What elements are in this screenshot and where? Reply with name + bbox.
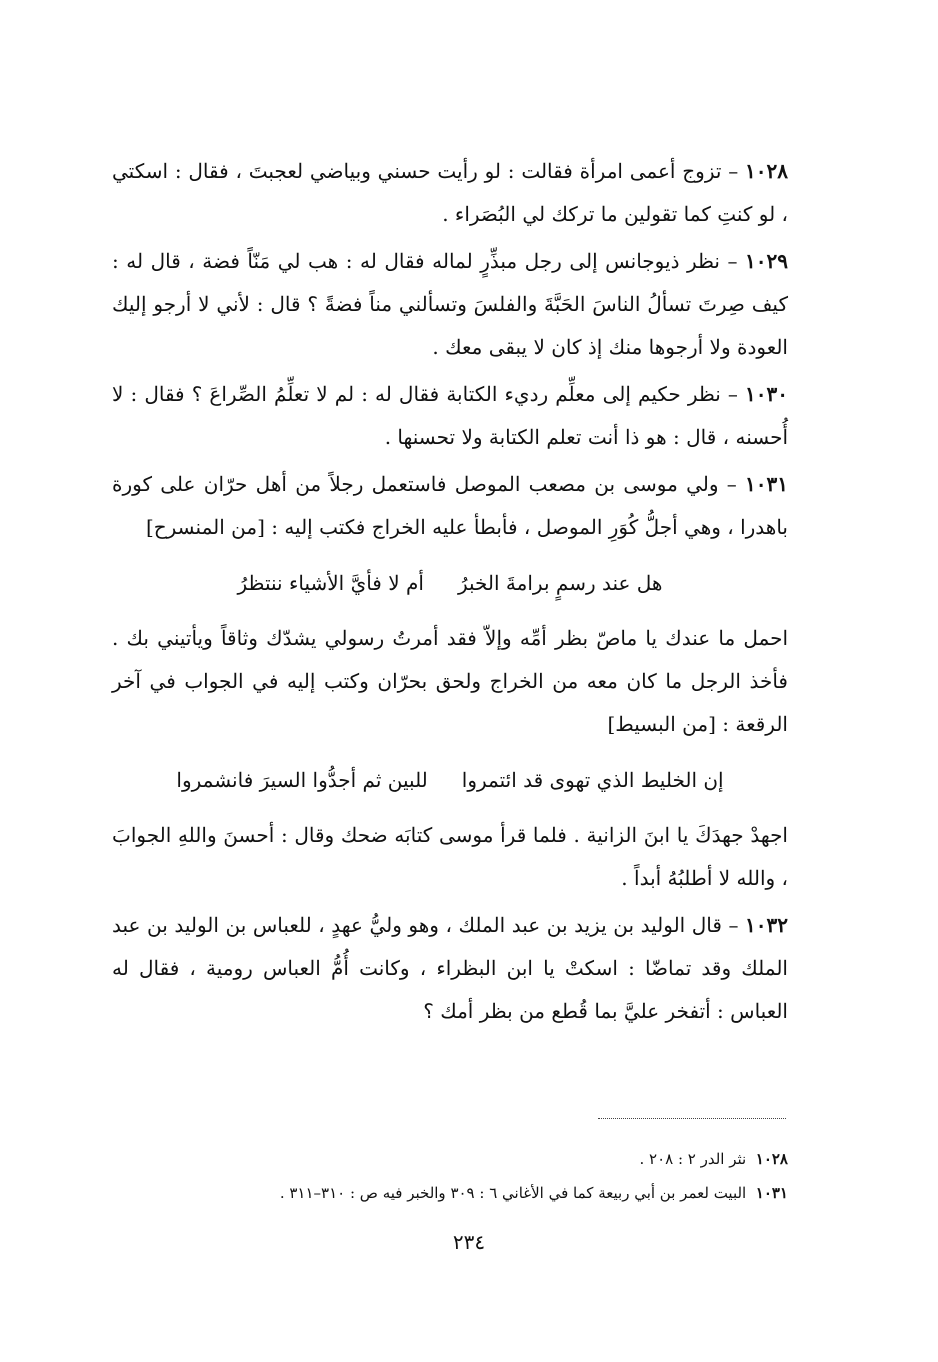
- footnotes: [112, 1142, 788, 1210]
- verse-first-hemistich: هل عند رسمٍ برامةَ الخبرُ: [457, 571, 663, 595]
- entry-text: – ولي موسى بن مصعب الموصل فاستعمل رجلاً من أهل حرّان على كورة باهدرا ، وهي أجلُّ كُوَرِ الموصل ، فأبطأ عليه الخراج فكتب إليه : [من المنسرح]: [112, 472, 788, 539]
- verse-second-hemistich: للبين ثم أجدُّوا السيرَ فانشمروا: [176, 768, 428, 792]
- verse-first-hemistich: إن الخليط الذي تهوى قد ائتمروا: [461, 768, 724, 792]
- entry-text: – نظر حكيم إلى معلِّم رديء الكتابة فقال له : لم لا تعلِّمُ الصِّراعَ ؟ فقال : لا أُحسنه ، قال : هو ذا أنت تعلم الكتابة ولا تحسنها .: [112, 382, 788, 449]
- page-body: [112, 150, 788, 1037]
- entry-number: ١٠٣٢: [745, 913, 788, 937]
- verse-1: [112, 563, 788, 603]
- footnote-item: [112, 1176, 788, 1210]
- footnote-item: [112, 1142, 788, 1176]
- entry-1028: [112, 150, 788, 236]
- entry-text: – قال الوليد بن يزيد بن عبد الملك ، وهو وليُّ عهدٍ ، للعباس بن الوليد بن عبد الملك وقد تماضّا : اسكتْ يا ابن البظراء ، وكانت أُمُّ العباس رومية ، فقال له العباس : أتفخر عليَّ بما قُطع من بظر أمك ؟: [112, 913, 788, 1023]
- footnote-text: البيت لعمر بن أبي ربيعة كما في الأغاني ٦ : ٣٠٩ والخبر فيه ص : ٣١٠–٣١١ .: [279, 1184, 747, 1202]
- entry-number: ١٠٣٠: [745, 382, 788, 406]
- entry-1029: [112, 240, 788, 369]
- paragraph-continuation-1: احمل ما عندك يا ماصّ بظر أمِّه وإلاّ فقد أمرتُ رسولي يشدّك وثاقاً ويأتيني بك . فأخذ الرجل ما كان معه من الخراج ولحق بحرّان وكتب إليه في الجواب في آخر الرقعة : [من البسيط]: [112, 626, 788, 736]
- footnote-number: ١٠٢٨: [755, 1150, 788, 1168]
- paragraph-continuation-2: اجهدْ جهدَكَ يا ابنَ الزانية . فلما قرأ موسى كتابَه ضحك وقال : أحسنَ واللهِ الجوابَ ، والله لا أطلبُهُ أبداً .: [112, 823, 788, 890]
- footnote-number: ١٠٣١: [755, 1184, 788, 1202]
- page-number: ٢٣٤: [452, 1230, 486, 1254]
- footnote-separator: [598, 1118, 786, 1119]
- footnote-text: نثر الدر ٢ : ٢٠٨ .: [639, 1150, 747, 1168]
- entry-text: – تزوج أعمى امرأة فقالت : لو رأيت حسني وبياضي لعجبتَ ، فقال : اسكتي ، لو كنتِ كما تقولين ما تركك لي البُصَراء .: [112, 159, 788, 226]
- entry-text: – نظر ذيوجانس إلى رجل مبذِّرٍ لماله فقال له : هب لي مَنّاً فضة ، قال له : كيف صِرتَ تسألُ الناسَ الحَبَّةَ والفلسَ وتسألني مناً فضةً ؟ قال : لأني لا أرجو إليك العودة ولا أرجوها منك إذ كان لا يبقى معك .: [112, 249, 788, 359]
- verse-2: [112, 760, 788, 800]
- entry-1031: [112, 463, 788, 549]
- entry-1030: [112, 373, 788, 459]
- verse-second-hemistich: أم لا فأيَّ الأشياء ننتظرُ: [237, 571, 424, 595]
- entry-number: ١٠٢٨: [745, 159, 789, 183]
- entry-1032: [112, 904, 788, 1033]
- entry-number: ١٠٣١: [745, 472, 788, 496]
- entry-number: ١٠٢٩: [745, 249, 788, 273]
